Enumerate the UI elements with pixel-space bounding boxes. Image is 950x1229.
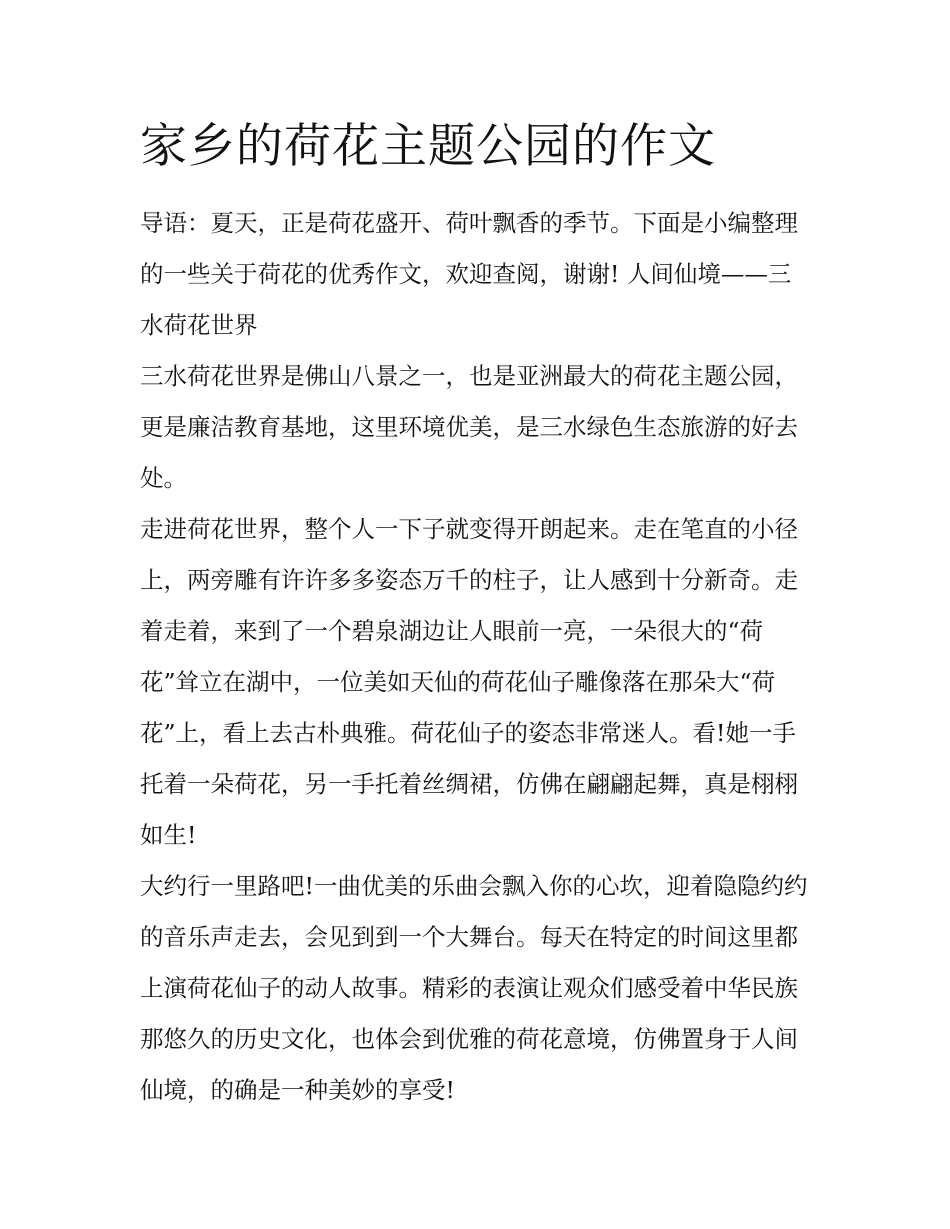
paragraph-intro: 导语：夏天，正是荷花盛开、荷叶飘香的季节。下面是小编整理的一些关于荷花的优秀作文，欢迎查阅，谢谢! 人间仙境——三水荷花世界	[140, 209, 798, 339]
paragraph-entering: 走进荷花世界，整个人一下子就变得开朗起来。走在笔直的小径上，两旁雕有许许多多姿态万千的柱子，让人感到十分新奇。走着走着，来到了一个碧泉湖边让人眼前一亮，一朵很大的“荷花”耸立在湖中，一位美如天仙的荷花仙子雕像落在那朵大“荷花”上，看上去古朴典雅。荷花仙子的姿态非常迷人。看!她一手托着一朵荷花，另一手托着丝绸裙，仿佛在翩翩起舞，真是栩栩如生!	[140, 515, 798, 849]
page-title: 家乡的荷花主题公园的作文	[140, 119, 716, 174]
paragraph-overview: 三水荷花世界是佛山八景之一，也是亚洲最大的荷花主题公园，更是廉洁教育基地，这里环境优美，是三水绿色生态旅游的好去处。	[140, 362, 798, 492]
paragraph-performance: 大约行一里路吧!一曲优美的乐曲会飘入你的心坎，迎着隐隐约约的音乐声走去，会见到到一个大舞台。每天在特定的时间这里都上演荷花仙子的动人故事。精彩的表演让观众们感受着中华民族那悠久的历史文化，也体会到优雅的荷花意境，仿佛置身于人间仙境，的确是一种美妙的享受!	[140, 872, 808, 1104]
document-body	[140, 198, 812, 1116]
